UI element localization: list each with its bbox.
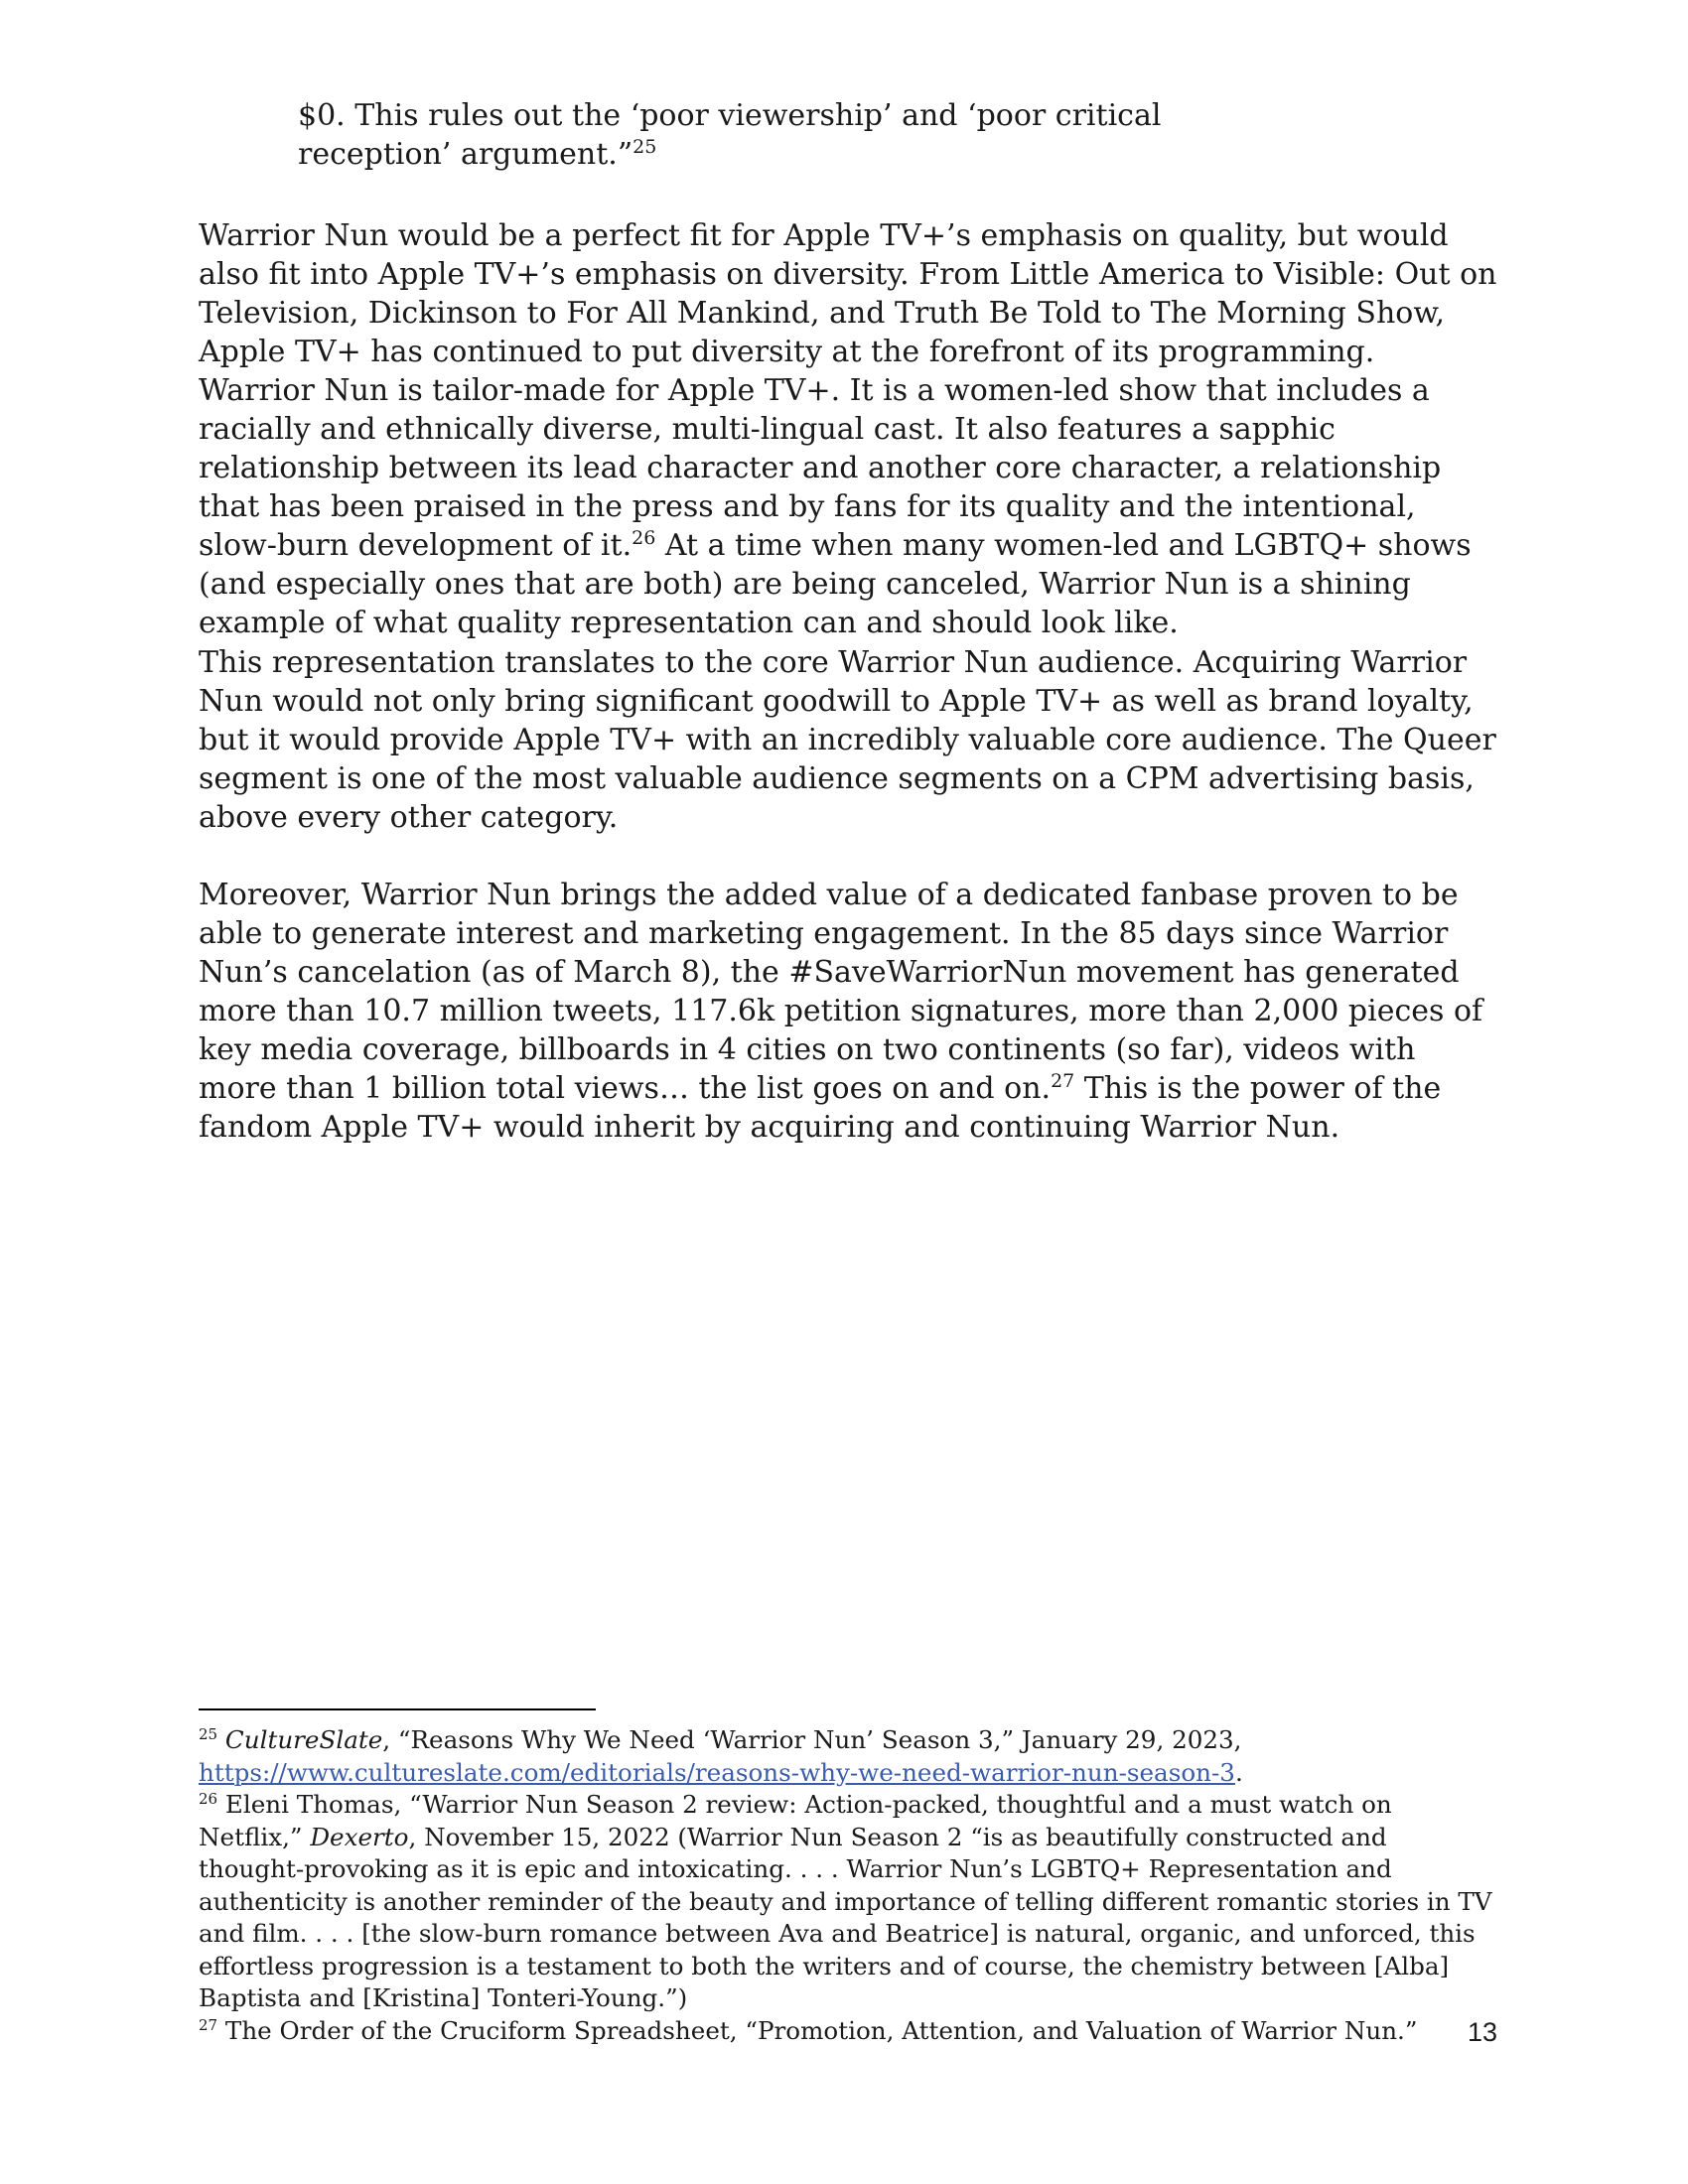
footnote-number-25: 25 [199,1724,218,1743]
footnote-25 [199,1724,1499,1789]
paragraph-diversity [199,216,1499,642]
paragraph-audience [199,643,1499,837]
footnote-25-text: , “Reasons Why We Need ‘Warrior Nun’ Season 3,” January 29, 2023, [382,1725,1242,1754]
page-number: 13 [1467,2017,1497,2047]
footnote-25-end: . [1234,1757,1243,1787]
footnote-27-text: The Order of the Cruciform Spreadsheet, “Promotion, Attention, and Valuation of Warrior Nun.” [217,2015,1418,2045]
footnote-ref-26[interactable]: 26 [632,527,656,549]
footnote-26 [199,1789,1499,2015]
block-quote-text: $0. This rules out the ‘poor viewership’ and ‘poor critical reception’ argument.” [298,98,1162,172]
paragraph-diversity-text-2: At a time when many women-led and LGBTQ+ shows (and especially ones that are both) are being canceled, Warrior Nun is a shining example of what quality representation can and should look like. [199,528,1472,640]
paragraph-fanbase-text-1: Moreover, Warrior Nun brings the added value of a dedicated fanbase proven to be able to generate interest and marketing engagement. In the 85 days since Warrior Nun’s cancelation (as of March 8), the #SaveWarriorNun movement has generated more than 10.7 million tweets, 117.6k petition signatures, more than 2,000 pieces of key media coverage, billboards in 4 cities on two continents (so far), videos with more than 1 billion total views… the list goes on and on. [199,878,1483,1106]
footnote-25-link[interactable]: https://www.cultureslate.com/editorials/reasons-why-we-need-warrior-nun-season-3 [199,1757,1235,1787]
footnote-ref-27[interactable]: 27 [1051,1070,1075,1092]
footnote-27 [199,2015,1499,2048]
paragraph-fanbase [199,876,1499,1147]
footnotes [199,1724,1499,2047]
paragraph-diversity-text-1: Warrior Nun would be a perfect fit for Apple TV+’s emphasis on quality, but would also fit into Apple TV+’s emphasis on diversity. From Little America to Visible: Out on Television, Dickinson to For All Mankind, and Truth Be Told to The Morning Show, Apple TV+ has continued to put diversity at the forefront of its programming. Warrior Nun is tailor-made for Apple TV+. It is a women-led show that includes a racially and ethnically diverse, multi-lingual cast. It also features a sapphic relationship between its lead character and another core character, a relationship that has been praised in the press and by fans for its quality and the intentional, slow-burn development of it. [199,218,1497,563]
footnote-ref-25[interactable]: 25 [633,136,657,158]
paragraph-fanbase-text-2: This is the power of the fandom Apple TV+ would inherit by acquiring and continuing Warrior Nun. [199,1071,1442,1145]
footnote-26-source: Dexerto [310,1822,409,1851]
block-quote [298,96,1291,174]
footnote-26-text-1: Eleni Thomas, “Warrior Nun Season 2 review: Action-packed, thoughtful and a must watch on Netflix,” [199,1790,1392,1851]
footnote-number-26: 26 [199,1789,218,1808]
footnote-26-text-2: , November 15, 2022 (Warrior Nun Season 2 “is as beautifully constructed and thought-provoking as it is epic and intoxicating. . . . Warrior Nun’s LGBTQ+ Representation and authenticity is another reminder of the beauty and importance of telling different romantic stories in TV and film. . . . [the slow-burn romance between Ava and Beatrice] is natural, organic, and unforced, this effortless progression is a testament to both the writers and of course, the chemistry between [Alba] Baptista and [Kristina] Tonteri-Young.”) [199,1822,1492,2012]
footnote-separator [199,1708,596,1710]
footnote-25-source: CultureSlate [224,1725,383,1754]
paragraph-audience-text: This representation translates to the core Warrior Nun audience. Acquiring Warrior Nun would not only bring significant goodwill to Apple TV+ as well as brand loyalty, but it would provide Apple TV+ with an incredibly valuable core audience. The Queer segment is one of the most valuable audience segments on a CPM advertising basis, above every other category. [199,645,1496,835]
footnote-number-27: 27 [199,2015,218,2034]
